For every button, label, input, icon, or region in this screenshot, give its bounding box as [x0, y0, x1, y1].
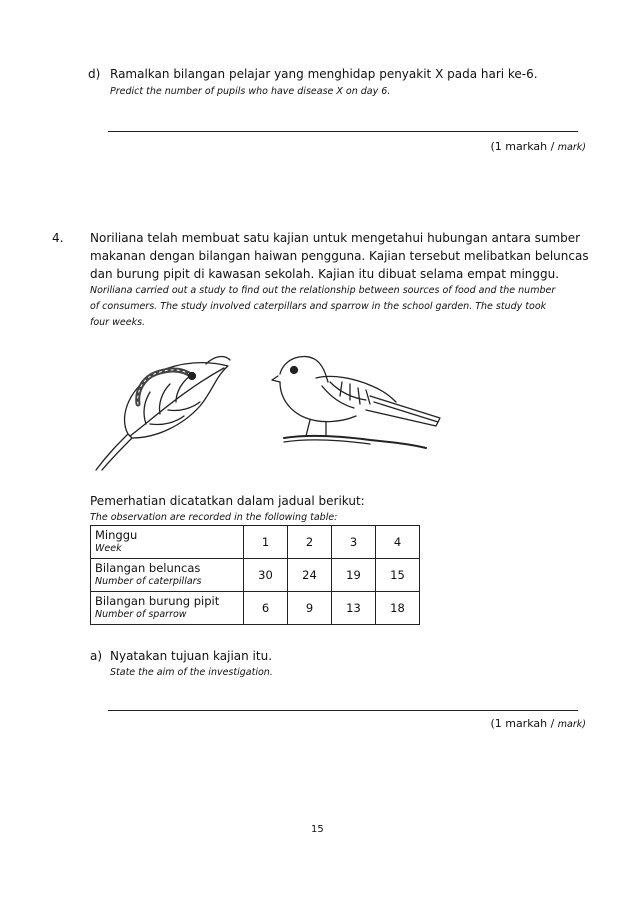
leaf-stem — [96, 434, 128, 470]
row-header: Bilangan beluncas Number of caterpillars — [91, 559, 244, 592]
caterpillar-body — [138, 370, 192, 404]
q4-english-line-1: Noriliana carried out a study to find out the relationship between sources of food and the number — [90, 285, 556, 296]
table-cell: 13 — [332, 592, 376, 625]
q3d-answer-line[interactable] — [108, 131, 578, 132]
observation-table — [90, 525, 420, 625]
sparrow-head — [280, 356, 328, 382]
caterpillar-leaf-illustration — [88, 346, 238, 472]
table-row — [91, 592, 420, 625]
sparrow-legs — [306, 420, 326, 436]
q4a-mark: (1 markah / mark) — [490, 717, 586, 730]
q4a-malay-text: Nyatakan tujuan kajian itu. — [110, 649, 273, 663]
q3d-malay-text: Ramalkan bilangan pelajar yang menghidap penyakit X pada hari ke-6. — [110, 67, 538, 81]
table-row — [91, 559, 420, 592]
sparrow-illustration — [270, 348, 445, 450]
q4-malay-line-2: makanan dengan bilangan haiwan pengguna. Kajian tersebut melibatkan beluncas — [90, 249, 589, 263]
observation-malay: Pemerhatian dicatatkan dalam jadual berikut: — [90, 494, 365, 508]
q4a-answer-line[interactable] — [108, 710, 578, 711]
table-cell: 19 — [332, 559, 376, 592]
table-cell: 15 — [376, 559, 420, 592]
table-cell: 4 — [376, 526, 420, 559]
table-cell: 6 — [244, 592, 288, 625]
table-row — [91, 526, 420, 559]
q3d-label: d) — [88, 67, 101, 81]
page-number: 15 — [311, 824, 324, 835]
table-cell: 1 — [244, 526, 288, 559]
sparrow-beak — [272, 376, 280, 382]
q4-malay-line-1: Noriliana telah membuat satu kajian untuk mengetahui hubungan antara sumber — [90, 231, 581, 245]
table-cell: 24 — [288, 559, 332, 592]
table-cell: 2 — [288, 526, 332, 559]
q4-number: 4. — [52, 231, 64, 245]
q4-malay-line-3: dan burung pipit di kawasan sekolah. Kajian itu dibuat selama empat minggu. — [90, 267, 560, 281]
observation-english: The observation are recorded in the following table: — [90, 512, 338, 523]
q4-english-line-3: four weeks. — [90, 317, 146, 328]
q3d-english-text: Predict the number of pupils who have disease X on day 6. — [110, 86, 391, 97]
table-cell: 30 — [244, 559, 288, 592]
q4-english-line-2: of consumers. The study involved caterpillars and sparrow in the school garden. The study took — [90, 301, 547, 312]
sparrow-body — [280, 382, 356, 422]
sparrow-eye — [291, 367, 298, 374]
caterpillar-head — [189, 373, 196, 380]
table-cell: 3 — [332, 526, 376, 559]
row-header: Minggu Week — [91, 526, 244, 559]
table-cell: 9 — [288, 592, 332, 625]
q3d-mark: (1 markah / mark) — [490, 140, 586, 153]
row-header: Bilangan burung pipit Number of sparrow — [91, 592, 244, 625]
q4a-label: a) — [90, 649, 103, 663]
table-cell: 18 — [376, 592, 420, 625]
q4a-english-text: State the aim of the investigation. — [110, 667, 273, 678]
